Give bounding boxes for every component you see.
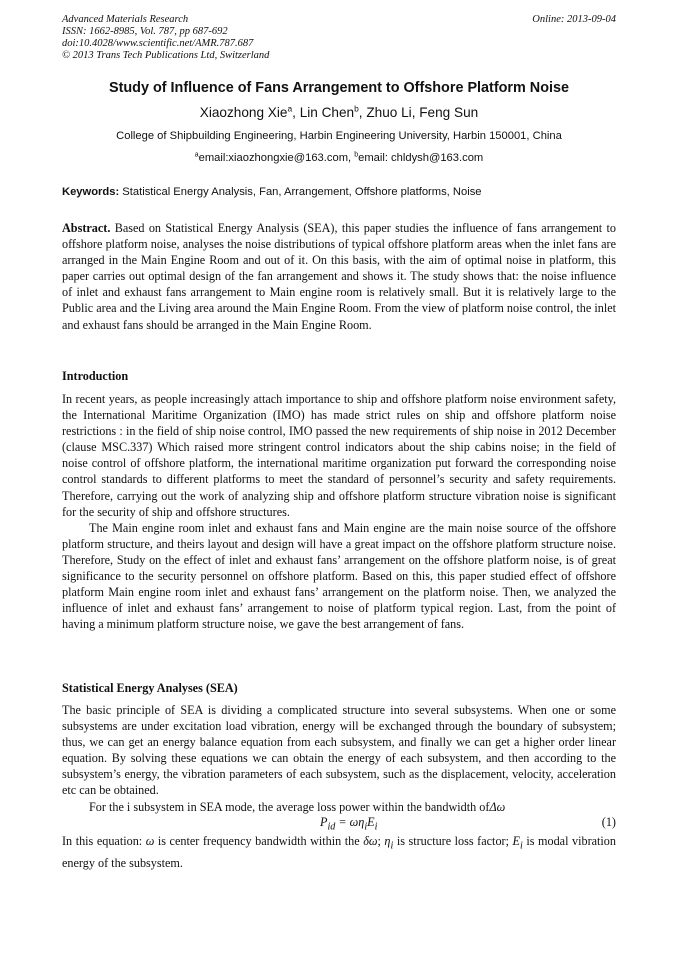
email-a: email:xiaozhongxie@163.com, [198,152,355,164]
author-1: Xiaozhong Xie [199,105,288,120]
introduction-body [62,391,616,632]
copyright: © 2013 Trans Tech Publications Ltd, Switzerland [62,50,270,61]
equation-1 [62,815,616,831]
author-2: , Lin Chen [292,105,355,120]
sea-paragraph-2: For the i subsystem in SEA mode, the average loss power within the bandwidth ofΔω [89,799,506,814]
equation-number: (1) [601,815,616,829]
author-list [0,105,678,120]
keywords-label: Keywords: [62,186,120,198]
journal-name: Advanced Materials Research [62,14,189,25]
journal-header [62,14,616,62]
author-1-mark: a [287,103,293,114]
doi: doi:10.4028/www.scientific.net/AMR.787.687 [62,38,254,49]
delta-omega-symbol: Δω [489,799,506,814]
email-b: email: chldysh@163.com [358,152,484,164]
keywords-text: Statistical Energy Analysis, Fan, Arrangement, Offshore platforms, Noise [119,186,482,198]
abstract-label: Abstract. [62,221,111,235]
email-list [0,152,678,164]
sea-paragraph-3: In this equation: ω is center frequency bandwidth within the δω; $\eta_i$ is structure loss factor; $E_i$ is modal vibration energy of the subsystem. [62,834,616,870]
sea-paragraph-1: The basic principle of SEA is dividing a complicated structure into several subsystems. When one or some subsystems are under excitation load vibration, energy will be exchanged through the boundary of subsystem; thus, we can get an energy balance equation from each subsystem, and finally we can get a higher order linear equation. By solving these equations we can obtain the energy of each subsystem, and then according to the subsystem’s energy, the vibration parameters of each subsystem, such as the displacement, velocity, acceleration etc can be obtained. [62,703,616,798]
keywords [62,186,616,198]
abstract-text: Based on Statistical Energy Analysis (SEA), this paper studies the influence of fans arrangement to offshore platform noise, analyses the noise distributions of typical offshore platform areas when the inlet fans are arranged in the Main Engine Room and out of it. On this basis, with the aim of optimal noise in platform, this paper carries out optimal design of the fan arrangement and shows it. The study shows that: the noise influence of inlet and exhaust fans arrangement to Main engine room is relatively small. But it is relatively large to the Public area and the Living area around the Main Engine Room. From the view of platform noise control, the inlet and exhaust fans should be arranged in the Main Engine Room. [62,221,616,332]
introduction-paragraph-1: In recent years, as people increasingly attach importance to ship and offshore platform noise environment safety, the International Maritime Organization (IMO) has made strict rules on ship and offshore platform noise restrictions : in the field of ship noise control, IMO passed the new requirements of ship noise in 2012 December (clause MSC.337) Which raised more stringent control indicators about the ship cabins noise; in the field of noise control of offshore platform, the international maritime organization put forward the corresponding noise control standards to different platforms to meet the standard of personnel’s security and safety requirements. Therefore, carrying out the work of analyzing ship and offshore platform structure vibration noise is significant for the security of ship and offshore structures. [62,392,616,519]
online-date: Online: 2013-09-04 [532,14,616,25]
introduction-paragraph-2: The Main engine room inlet and exhaust fans and Main engine are the main noise source of the offshore platform structure, and theirs layout and design will have a great impact on the offshore platform structure noise. Therefore, Study on the effect of inlet and exhaust fans’ arrangement on the offshore platform noise, is of great significance to the security personnel on offshore platform. Based on this, this paper studied effect of offshore platform Main engine room inlet and exhaust fans’ arrangement on the platform noise. Then, we analyzed the influence of inlet and exhaust fans’ arrangement to noise of platform typical region. Last, from the point of having a minimum platform structure noise, we gave the best arrangement of fans. [62,520,616,632]
abstract [62,220,616,333]
email-a-mark: a [194,151,199,159]
paper-title: Study of Influence of Fans Arrangement to Offshore Platform Noise [108,80,569,96]
introduction-heading: Introduction [62,369,129,383]
affiliation: College of Shipbuilding Engineering, Harbin Engineering University, Harbin 150001, China [116,130,562,142]
sea-heading: Statistical Energy Analyses (SEA) [62,681,238,695]
author-2-mark: b [354,103,359,114]
authors-rest: , Zhuo Li, Feng Sun [358,105,479,120]
issn: ISSN: 1662-8985, Vol. 787, pp 687-692 [62,26,228,37]
sea-body [62,702,616,815]
email-b-mark: b [354,151,359,159]
equation-formula: $P_{id} = \omega\eta_iE_i$ [320,815,378,833]
